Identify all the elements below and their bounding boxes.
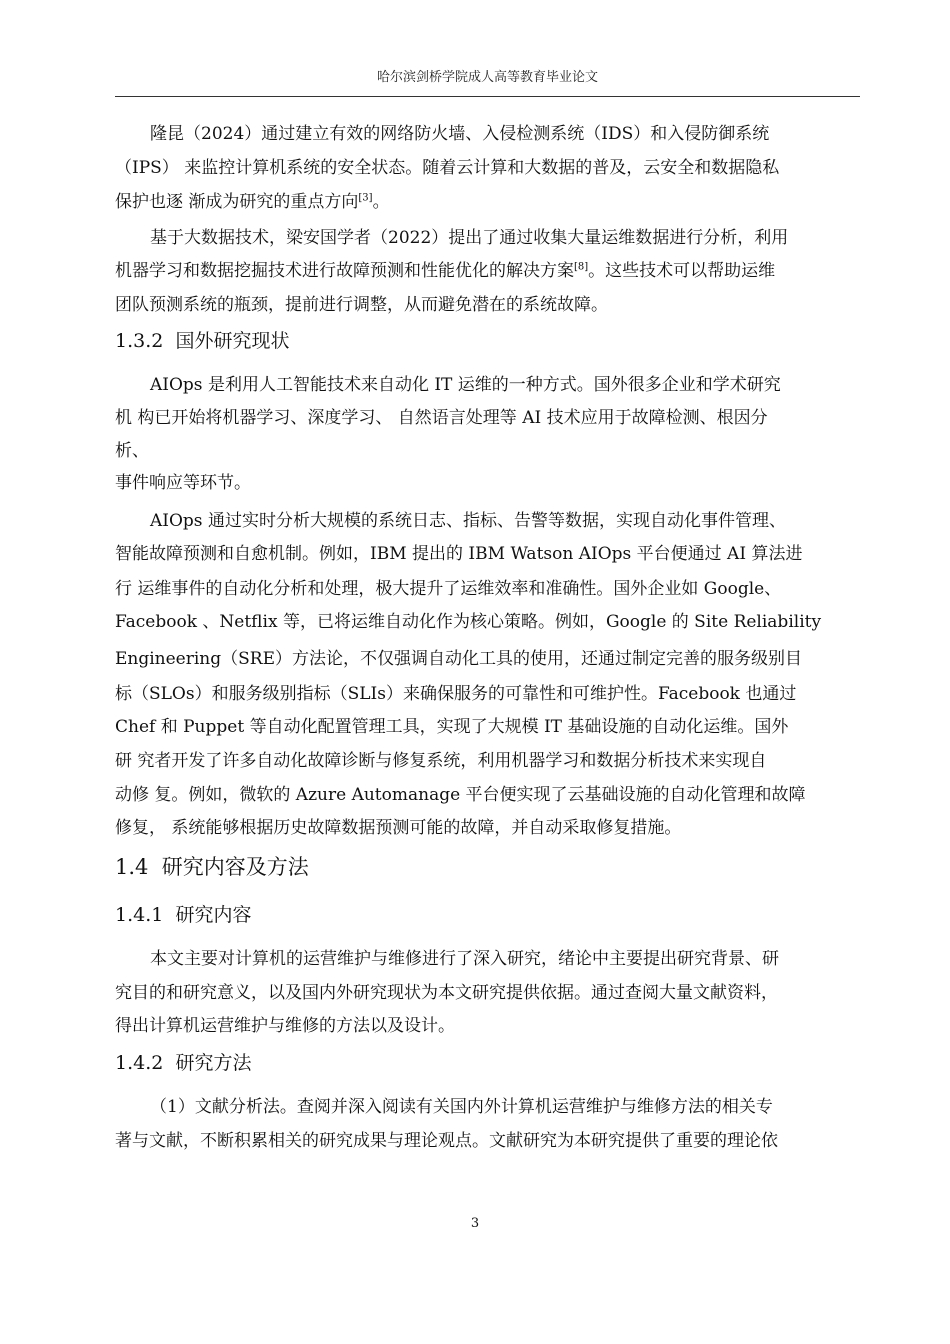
running-header: 哈尔滨剑桥学院成人高等教育毕业论文 (376, 70, 598, 85)
paragraph-line: 究目的和研究意义，以及国内外研究现状为本文研究提供依据。通过查阅大量文献资料， (115, 983, 778, 1003)
paragraph-line: 行 运维事件的自动化分析和处理，极大提升了运维效率和准确性。国外企业如 Google、 (115, 579, 782, 599)
paragraph-line: 标（SLOs）和服务级别指标（SLIs）来确保服务的可靠性和可维护性。Facebook 也通过 (115, 684, 797, 704)
section-title: 研究内容 (175, 904, 252, 926)
section-heading-1-4 (115, 854, 309, 880)
section-title: 研究方法 (175, 1052, 252, 1074)
section-heading-1-4-1 (115, 903, 251, 927)
paragraph-line: Chef 和 Puppet 等自动化配置管理工具，实现了大规模 IT 基础设施的自动化运维。国外 (115, 717, 789, 737)
paragraph-text: 机器学习和数据挖掘技术进行故障预测和性能优化的解决方案 (115, 261, 574, 281)
paragraph-line: 本文主要对计算机的运营维护与维修进行了深入研究，绪论中主要提出研究背景、研 (150, 949, 779, 969)
paragraph-line: 修复， 系统能够根据历史故障数据预测可能的故障，并自动采取修复措施。 (115, 818, 682, 838)
section-number: 1.3.2 (115, 330, 164, 352)
paragraph-line: 动修 复。例如，微软的 Azure Automanage 平台便实现了云基础设施的自动化管理和故障 (115, 785, 806, 805)
paragraph-line: （1）文献分析法。查阅并深入阅读有关国内外计算机运营维护与维修方法的相关专 (150, 1097, 773, 1117)
citation-ref: [3] (358, 192, 373, 204)
paragraph-line: 析、 (115, 441, 149, 461)
paragraph-line: 智能故障预测和自愈机制。例如，IBM 提出的 IBM Watson AIOps 平台便通过 AI 算法进 (115, 544, 803, 564)
paragraph-line (115, 260, 860, 282)
section-title: 国外研究现状 (175, 330, 290, 352)
paragraph-line: 著与文献，不断积累相关的研究成果与理论观点。文献研究为本研究提供了重要的理论依 (115, 1131, 778, 1151)
paragraph-line: AIOps 是利用人工智能技术来自动化 IT 运维的一种方式。国外很多企业和学术研究 (150, 375, 781, 395)
section-number: 1.4 (115, 855, 149, 879)
paragraph-line: AIOps 通过实时分析大规模的系统日志、指标、告警等数据，实现自动化事件管理、 (150, 511, 786, 531)
paragraph-line: 事件响应等环节。 (115, 473, 251, 493)
header-divider (115, 96, 860, 97)
paragraph-line: 基于大数据技术，梁安国学者（2022）提出了通过收集大量运维数据进行分析，利用 (150, 228, 789, 248)
paragraph-text: 保护也逐 渐成为研究的重点方向 (115, 192, 359, 212)
paragraph-line: 得出计算机运营维护与维修的方法以及设计。 (115, 1016, 455, 1036)
paragraph-line: Engineering（SRE）方法论，不仅强调自动化工具的使用，还通过制定完善的服务级别目 (115, 649, 802, 669)
paragraph-line: （IPS） 来监控计算机系统的安全状态。随着云计算和大数据的普及，云安全和数据隐私 (115, 158, 780, 178)
paragraph-line: 隆昆（2024）通过建立有效的网络防火墙、入侵检测系统（IDS）和入侵防御系统 (150, 124, 770, 144)
section-heading-1-3-2 (115, 329, 289, 353)
citation-ref: [8] (574, 261, 589, 273)
section-number: 1.4.1 (115, 904, 164, 926)
paragraph-line: 研 究者开发了许多自动化故障诊断与修复系统，利用机器学习和数据分析技术来实现自 (115, 751, 767, 771)
section-title: 研究内容及方法 (161, 855, 309, 879)
section-heading-1-4-2 (115, 1051, 251, 1075)
paragraph-text: 。这些技术可以帮助运维 (588, 261, 776, 281)
paragraph-line: 团队预测系统的瓶颈，提前进行调整，从而避免潜在的系统故障。 (115, 295, 608, 315)
section-number: 1.4.2 (115, 1052, 164, 1074)
page-number: 3 (470, 1216, 480, 1231)
paragraph-line (115, 191, 860, 213)
paragraph-line: 机 构已开始将机器学习、深度学习、 自然语言处理等 AI 技术应用于故障检测、根因分 (115, 408, 768, 428)
paragraph-line: Facebook 、Netflix 等，已将运维自动化作为核心策略。例如，Google 的 Site Reliability (115, 612, 822, 632)
paragraph-text: 。 (372, 192, 390, 212)
